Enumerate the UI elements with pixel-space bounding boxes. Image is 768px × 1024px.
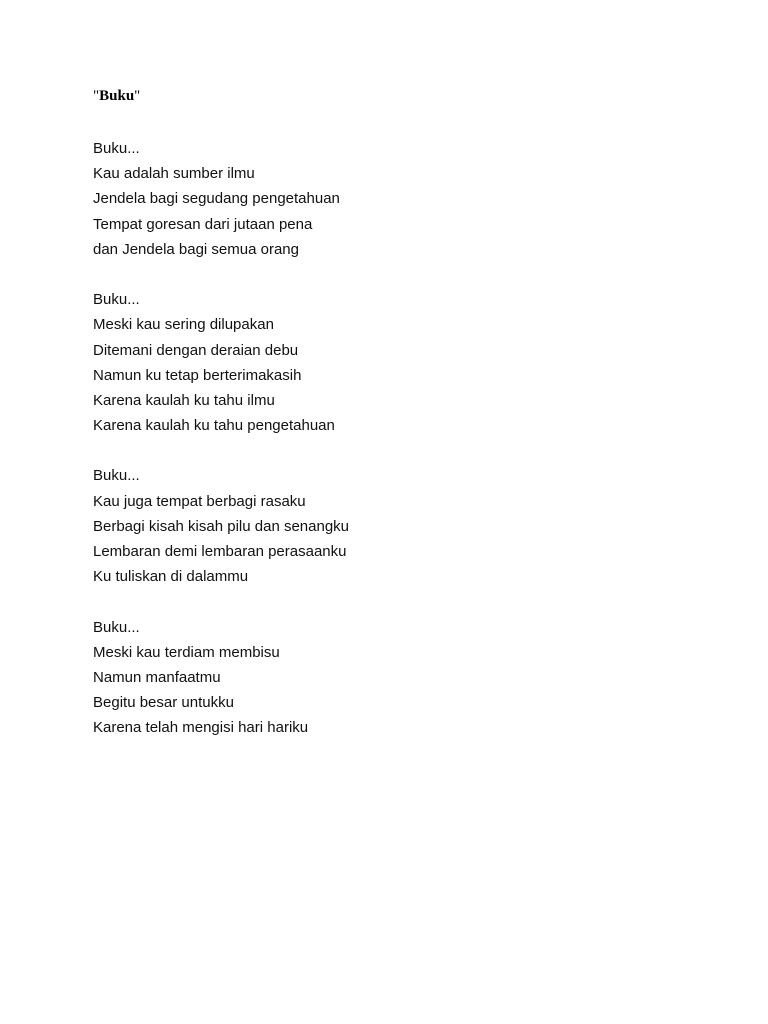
poem-line: Namun ku tetap berterimakasih — [93, 366, 302, 384]
poem-line: Kau adalah sumber ilmu — [93, 165, 255, 183]
poem-line: Buku... — [93, 140, 140, 157]
poem-line: Meski kau sering dilupakan — [93, 316, 274, 334]
poem-line: Buku... — [93, 467, 140, 485]
poem-body — [93, 136, 349, 766]
stanza-3 — [93, 463, 349, 589]
poem-line: Karena kaulah ku tahu ilmu — [93, 391, 275, 409]
poem-line: Buku... — [93, 291, 140, 309]
poem-line: Begitu besar untukku — [93, 694, 234, 712]
poem-line: Karena kaulah ku tahu pengetahuan — [93, 417, 335, 435]
poem-line: Namun manfaatmu — [93, 668, 221, 686]
title-open-quote: " — [93, 88, 100, 104]
poem-line: Meski kau terdiam membisu — [93, 643, 280, 661]
title-close-quote: " — [134, 88, 141, 104]
stanza-4 — [93, 615, 349, 741]
title-text: Buku — [99, 88, 135, 104]
poem-line: Karena telah mengisi hari hariku — [93, 719, 309, 737]
poem-line: Tempat goresan dari jutaan pena — [93, 215, 313, 233]
poem-line: Lembaran demi lembaran perasaanku — [93, 543, 347, 560]
poem-line: Ku tuliskan di dalammu — [93, 568, 249, 586]
stanza-2 — [93, 287, 349, 438]
poem-line: Berbagi kisah kisah pilu dan senangku — [93, 517, 350, 535]
poem-line: dan Jendela bagi semua orang — [93, 240, 299, 258]
poem-line: Jendela bagi segudang pengetahuan — [93, 190, 340, 208]
poem-line: Kau juga tempat berbagi rasaku — [93, 492, 306, 510]
stanza-1 — [93, 136, 349, 262]
poem-line: Buku... — [93, 618, 140, 636]
poem-title — [93, 87, 140, 105]
poem-line: Ditemani dengan deraian debu — [93, 341, 299, 359]
